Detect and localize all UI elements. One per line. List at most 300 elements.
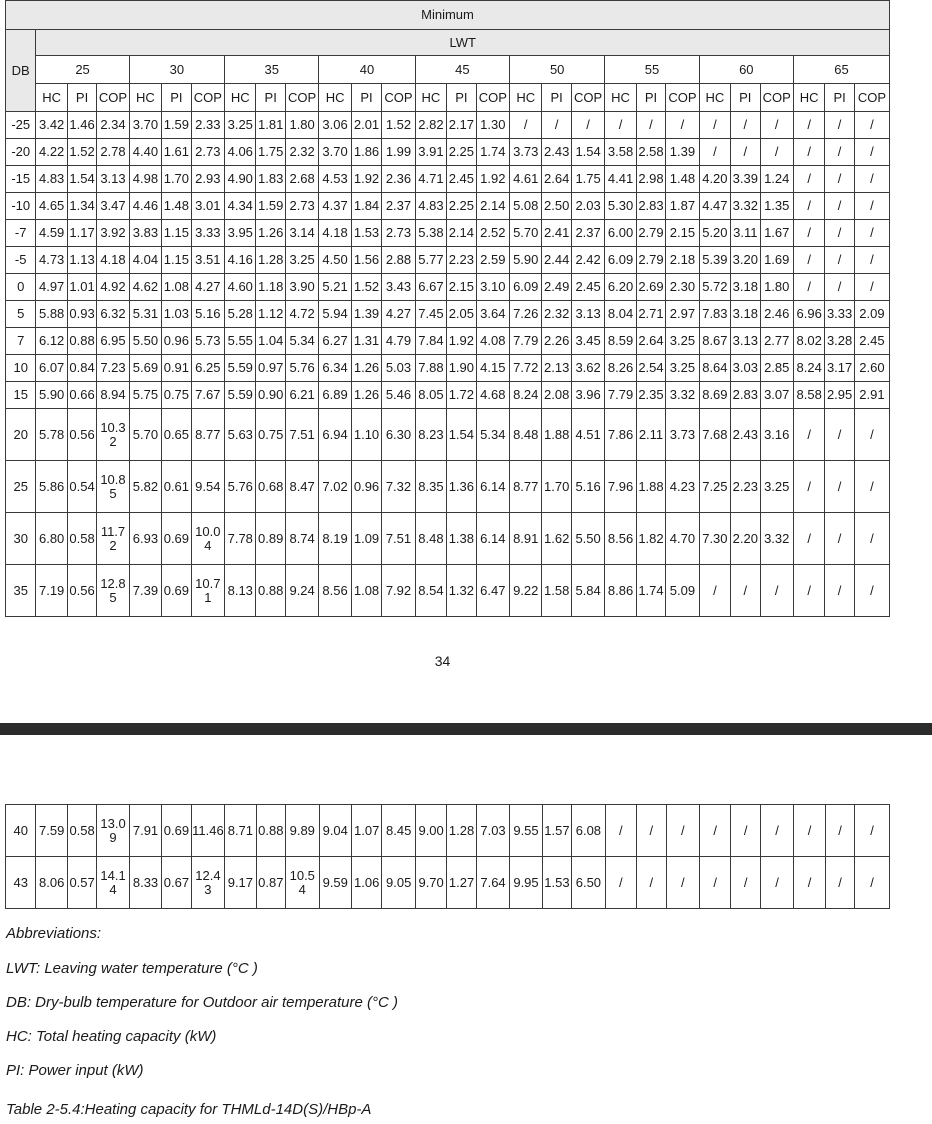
- table-row: [6, 328, 890, 355]
- table-cell: 2.79: [636, 247, 665, 274]
- table-row: [6, 274, 890, 301]
- table-cell: 1.04: [256, 328, 285, 355]
- table-cell: /: [793, 461, 824, 513]
- metric-column-header: HC: [793, 84, 824, 112]
- table-cell: 0.66: [67, 382, 96, 409]
- table-cell: 1.18: [256, 274, 285, 301]
- table-cell: 7.30: [699, 513, 730, 565]
- table-cell: 1.54: [67, 166, 96, 193]
- table-cell: 1.59: [162, 112, 191, 139]
- table-cell: 2.98: [636, 166, 665, 193]
- table-cell: 4.62: [129, 274, 161, 301]
- table-cell: 4.50: [319, 247, 351, 274]
- table-cell: 7.23: [97, 355, 129, 382]
- table-cell: 6.07: [36, 355, 67, 382]
- table-cell: 9.54: [191, 461, 224, 513]
- table-cell: 8.13: [225, 565, 256, 617]
- table-cell: 7.19: [36, 565, 67, 617]
- table-cell: /: [793, 565, 824, 617]
- table-cell: 7.02: [319, 461, 351, 513]
- table-cell: /: [854, 461, 889, 513]
- table-cell: 1.70: [542, 461, 571, 513]
- table-row: [6, 409, 890, 461]
- table-row: [6, 166, 890, 193]
- table-cell: 1.99: [382, 139, 415, 166]
- table-cell: 7.88: [415, 355, 446, 382]
- table-cell: 3.58: [605, 139, 636, 166]
- table-cell: 3.11: [731, 220, 760, 247]
- page-bottom: [0, 735, 932, 1124]
- table-cell: 6.14: [476, 461, 509, 513]
- table-cell: 5.21: [319, 274, 351, 301]
- table-cell: /: [699, 139, 730, 166]
- table-cell: 8.59: [605, 328, 636, 355]
- table-cell: 6.09: [605, 247, 636, 274]
- table-cell: 1.59: [256, 193, 285, 220]
- table-cell: 0.68: [256, 461, 285, 513]
- table-cell: 2.77: [760, 328, 793, 355]
- table-cell: 3.25: [225, 112, 256, 139]
- table-cell: 8.48: [415, 513, 446, 565]
- table-cell: 5.16: [191, 301, 224, 328]
- table-cell: 2.73: [382, 220, 415, 247]
- metric-column-header: COP: [382, 84, 415, 112]
- table-cell: 1.75: [571, 166, 604, 193]
- table-caption: Table 2-5.4:Heating capacity for THMLd-14D(S)/HBp-A: [6, 1101, 372, 1118]
- table-cell: 3.83: [129, 220, 161, 247]
- lwt-column-header: 40: [319, 56, 415, 84]
- table-cell: 14.14: [97, 857, 129, 909]
- table-cell: 1.26: [256, 220, 285, 247]
- table-cell: 3.07: [760, 382, 793, 409]
- table-cell: 2.88: [382, 247, 415, 274]
- table-cell: 1.92: [351, 166, 381, 193]
- table-cell: 0.88: [256, 805, 285, 857]
- table-cell: 1.61: [162, 139, 191, 166]
- table-cell: 1.86: [351, 139, 381, 166]
- table-cell: 4.15: [476, 355, 509, 382]
- table-cell: 4.60: [225, 274, 256, 301]
- table-cell: 3.33: [191, 220, 224, 247]
- table-cell: 1.27: [447, 857, 476, 909]
- table-cell: 3.13: [97, 166, 129, 193]
- table-cell: 4.51: [571, 409, 604, 461]
- db-value: -7: [6, 220, 36, 247]
- metric-column-header: COP: [571, 84, 604, 112]
- db-value: 5: [6, 301, 36, 328]
- table-cell: /: [793, 139, 824, 166]
- heating-capacity-table: [5, 0, 890, 617]
- table-cell: 1.69: [760, 247, 793, 274]
- db-value: 0: [6, 274, 36, 301]
- table-cell: 11.72: [97, 513, 129, 565]
- table-cell: 0.87: [256, 857, 285, 909]
- table-cell: 8.45: [382, 805, 415, 857]
- table-cell: 4.72: [285, 301, 318, 328]
- table-cell: 0.93: [67, 301, 96, 328]
- table-cell: 2.33: [191, 112, 224, 139]
- table-cell: 3.25: [666, 355, 699, 382]
- table-cell: /: [731, 139, 760, 166]
- table-cell: 2.68: [285, 166, 318, 193]
- table-row: [6, 461, 890, 513]
- lwt-column-header: 45: [415, 56, 509, 84]
- table-cell: 3.17: [825, 355, 854, 382]
- table-cell: 2.83: [731, 382, 760, 409]
- table-cell: 4.34: [225, 193, 256, 220]
- table-cell: 6.09: [510, 274, 542, 301]
- table-cell: /: [854, 409, 889, 461]
- table-cell: 8.33: [129, 857, 161, 909]
- table-cell: 1.39: [351, 301, 381, 328]
- table-cell: 2.82: [415, 112, 446, 139]
- table-cell: /: [854, 193, 889, 220]
- table-cell: 8.77: [510, 461, 542, 513]
- table-cell: 2.08: [542, 382, 571, 409]
- table-cell: 8.67: [699, 328, 730, 355]
- table-cell: 8.71: [225, 805, 256, 857]
- table-cell: 0.69: [162, 565, 191, 617]
- table-cell: /: [793, 247, 824, 274]
- table-cell: 8.54: [415, 565, 446, 617]
- table-cell: 7.45: [415, 301, 446, 328]
- metric-column-header: PI: [67, 84, 96, 112]
- table-row: [6, 355, 890, 382]
- table-cell: 10.71: [191, 565, 224, 617]
- table-cell: 5.34: [285, 328, 318, 355]
- table-cell: 1.57: [542, 805, 571, 857]
- table-cell: 1.80: [285, 112, 318, 139]
- table-cell: 0.69: [162, 805, 191, 857]
- table-cell: /: [699, 112, 730, 139]
- note-hc: HC: Total heating capacity (kW): [6, 1028, 217, 1045]
- table-cell: 2.93: [191, 166, 224, 193]
- metric-column-header: PI: [731, 84, 760, 112]
- table-cell: 6.95: [97, 328, 129, 355]
- table-cell: 5.86: [36, 461, 67, 513]
- page-separator: [0, 723, 932, 735]
- table-cell: 1.32: [447, 565, 476, 617]
- table-row: [6, 139, 890, 166]
- table-cell: 2.32: [542, 301, 571, 328]
- table-cell: 2.30: [666, 274, 699, 301]
- table-cell: 5.77: [415, 247, 446, 274]
- table-cell: 4.46: [129, 193, 161, 220]
- table-cell: 1.38: [447, 513, 476, 565]
- metric-column-header: COP: [476, 84, 509, 112]
- table-cell: 8.24: [793, 355, 824, 382]
- db-value: 35: [6, 565, 36, 617]
- table-row: [6, 112, 890, 139]
- table-cell: 1.24: [760, 166, 793, 193]
- table-cell: /: [637, 857, 666, 909]
- table-cell: 3.18: [731, 301, 760, 328]
- table-cell: /: [825, 565, 854, 617]
- table-cell: 1.10: [351, 409, 381, 461]
- metric-column-header: PI: [256, 84, 285, 112]
- metric-column-header: HC: [129, 84, 161, 112]
- table-cell: 8.35: [415, 461, 446, 513]
- db-value: -20: [6, 139, 36, 166]
- table-cell: 7.78: [225, 513, 256, 565]
- table-cell: /: [794, 857, 825, 909]
- table-cell: /: [825, 409, 854, 461]
- note-pi: PI: Power input (kW): [6, 1062, 144, 1079]
- table-cell: 7.67: [191, 382, 224, 409]
- table-cell: /: [760, 805, 793, 857]
- table-cell: 6.80: [36, 513, 67, 565]
- table-cell: 2.05: [447, 301, 476, 328]
- table-cell: 1.52: [351, 274, 381, 301]
- table-cell: 1.26: [351, 355, 381, 382]
- table-cell: 4.40: [129, 139, 161, 166]
- table-cell: 5.76: [285, 355, 318, 382]
- lwt-column-header: 25: [36, 56, 129, 84]
- table-cell: 2.20: [731, 513, 760, 565]
- table-cell: 1.52: [382, 112, 415, 139]
- table-cell: 3.62: [571, 355, 604, 382]
- table-cell: 7.59: [36, 805, 67, 857]
- table-cell: 5.88: [36, 301, 67, 328]
- table-cell: 7.03: [476, 805, 509, 857]
- table-cell: 1.07: [351, 805, 381, 857]
- table-cell: 1.13: [67, 247, 96, 274]
- table-cell: /: [854, 139, 889, 166]
- table-cell: 9.05: [382, 857, 415, 909]
- table-cell: 1.03: [162, 301, 191, 328]
- table-cell: 3.25: [285, 247, 318, 274]
- table-cell: 3.14: [285, 220, 318, 247]
- table-cell: 1.01: [67, 274, 96, 301]
- table-cell: 7.32: [382, 461, 415, 513]
- table-cell: 7.91: [129, 805, 161, 857]
- table-cell: 9.24: [285, 565, 318, 617]
- table-cell: 5.38: [415, 220, 446, 247]
- table-cell: /: [854, 166, 889, 193]
- table-cell: 2.54: [636, 355, 665, 382]
- table-cell: 1.67: [760, 220, 793, 247]
- table-cell: 5.69: [129, 355, 161, 382]
- table-row: [6, 513, 890, 565]
- table-cell: 8.86: [605, 565, 636, 617]
- table-cell: 4.37: [319, 193, 351, 220]
- table-cell: 7.25: [699, 461, 730, 513]
- table-cell: 5.63: [225, 409, 256, 461]
- table-cell: 2.73: [191, 139, 224, 166]
- table-cell: /: [793, 513, 824, 565]
- table-cell: 4.97: [36, 274, 67, 301]
- table-cell: 1.31: [351, 328, 381, 355]
- table-cell: 2.42: [571, 247, 604, 274]
- table-cell: 9.59: [319, 857, 351, 909]
- lwt-column-header: 35: [225, 56, 319, 84]
- db-value: 30: [6, 513, 36, 565]
- table-cell: 5.50: [129, 328, 161, 355]
- heating-capacity-table-continued: [5, 804, 890, 909]
- table-cell: 3.45: [571, 328, 604, 355]
- table-cell: 4.68: [476, 382, 509, 409]
- table-cell: /: [825, 274, 854, 301]
- table-cell: 2.32: [285, 139, 318, 166]
- table-cell: /: [825, 461, 854, 513]
- metric-column-header: HC: [605, 84, 636, 112]
- table-cell: 3.01: [191, 193, 224, 220]
- table-cell: 0.56: [67, 565, 96, 617]
- table-cell: 2.25: [447, 139, 476, 166]
- table-cell: /: [825, 220, 854, 247]
- metric-column-header: HC: [510, 84, 542, 112]
- table-cell: 6.32: [97, 301, 129, 328]
- db-value: 7: [6, 328, 36, 355]
- table-cell: 8.56: [319, 565, 351, 617]
- table-cell: 2.60: [854, 355, 889, 382]
- table-cell: 1.15: [162, 247, 191, 274]
- table-cell: 13.09: [97, 805, 129, 857]
- table-cell: 2.37: [571, 220, 604, 247]
- table-cell: 8.56: [605, 513, 636, 565]
- table-cell: 6.93: [129, 513, 161, 565]
- page-number: 34: [434, 653, 451, 669]
- table-cell: 3.10: [476, 274, 509, 301]
- table-cell: 1.34: [67, 193, 96, 220]
- table-cell: 3.13: [571, 301, 604, 328]
- table-cell: 5.70: [129, 409, 161, 461]
- table-cell: 3.03: [731, 355, 760, 382]
- table-cell: /: [760, 139, 793, 166]
- table-cell: 1.90: [447, 355, 476, 382]
- table-cell: 2.78: [97, 139, 129, 166]
- metric-column-header: COP: [97, 84, 129, 112]
- metric-column-header: HC: [36, 84, 67, 112]
- table-cell: 1.39: [666, 139, 699, 166]
- table-cell: 7.26: [510, 301, 542, 328]
- table-cell: 8.26: [605, 355, 636, 382]
- table-cell: 0.96: [162, 328, 191, 355]
- table-cell: 2.46: [760, 301, 793, 328]
- table-cell: 7.64: [476, 857, 509, 909]
- table-cell: 8.23: [415, 409, 446, 461]
- table-cell: 1.08: [162, 274, 191, 301]
- table-cell: 2.11: [636, 409, 665, 461]
- table-cell: 2.91: [854, 382, 889, 409]
- table-cell: 1.36: [447, 461, 476, 513]
- table-row: [6, 805, 890, 857]
- table-cell: /: [854, 247, 889, 274]
- table-cell: 1.72: [447, 382, 476, 409]
- abbreviations-heading: Abbreviations:: [6, 925, 102, 942]
- table-cell: 3.91: [415, 139, 446, 166]
- table-cell: 4.59: [36, 220, 67, 247]
- table-cell: 2.15: [666, 220, 699, 247]
- table-cell: /: [825, 193, 854, 220]
- table-cell: 5.75: [129, 382, 161, 409]
- table-cell: 3.47: [97, 193, 129, 220]
- table-cell: 3.20: [731, 247, 760, 274]
- table-cell: 5.84: [571, 565, 604, 617]
- table-cell: 6.08: [572, 805, 605, 857]
- table-cell: 4.23: [666, 461, 699, 513]
- table-cell: 5.09: [666, 565, 699, 617]
- table-cell: 1.92: [476, 166, 509, 193]
- table-cell: 5.70: [510, 220, 542, 247]
- table-cell: 5.72: [699, 274, 730, 301]
- table-cell: /: [825, 166, 854, 193]
- metric-column-header: PI: [351, 84, 381, 112]
- table-cell: 2.23: [447, 247, 476, 274]
- table-cell: 0.58: [67, 513, 96, 565]
- table-cell: 2.69: [636, 274, 665, 301]
- table-cell: 2.64: [636, 328, 665, 355]
- table-cell: 2.13: [542, 355, 571, 382]
- table-cell: 5.16: [571, 461, 604, 513]
- lwt-column-header: 55: [605, 56, 699, 84]
- table-cell: /: [731, 805, 760, 857]
- table-cell: 0.91: [162, 355, 191, 382]
- table-cell: 1.92: [447, 328, 476, 355]
- table-cell: 3.33: [825, 301, 854, 328]
- table-cell: 6.96: [793, 301, 824, 328]
- table-cell: 2.97: [666, 301, 699, 328]
- table-cell: 2.45: [854, 328, 889, 355]
- table-cell: 5.82: [129, 461, 161, 513]
- table-cell: 1.28: [447, 805, 476, 857]
- table-cell: 4.20: [699, 166, 730, 193]
- metric-column-header: COP: [285, 84, 318, 112]
- table-cell: 4.18: [97, 247, 129, 274]
- table-cell: 3.32: [666, 382, 699, 409]
- table-cell: 1.75: [256, 139, 285, 166]
- table-cell: 5.76: [225, 461, 256, 513]
- db-value: 25: [6, 461, 36, 513]
- metric-column-header: COP: [191, 84, 224, 112]
- table-cell: /: [637, 805, 666, 857]
- table-cell: /: [854, 220, 889, 247]
- table-cell: /: [825, 857, 854, 909]
- table-cell: 3.73: [510, 139, 542, 166]
- db-value: 43: [6, 857, 36, 909]
- table-cell: 3.90: [285, 274, 318, 301]
- lwt-column-header: 65: [793, 56, 889, 84]
- table-cell: 9.00: [415, 805, 446, 857]
- table-cell: 6.50: [572, 857, 605, 909]
- table-cell: 4.98: [129, 166, 161, 193]
- table-cell: 1.53: [542, 857, 571, 909]
- table-cell: 7.51: [285, 409, 318, 461]
- table-cell: 6.67: [415, 274, 446, 301]
- table-cell: 4.61: [510, 166, 542, 193]
- db-value: 10: [6, 355, 36, 382]
- metric-column-header: HC: [225, 84, 256, 112]
- table-cell: 4.47: [699, 193, 730, 220]
- table-cell: 3.39: [731, 166, 760, 193]
- table-title: Minimum: [6, 1, 890, 30]
- table-cell: 1.09: [351, 513, 381, 565]
- table-cell: 3.25: [666, 328, 699, 355]
- table-cell: 10.32: [97, 409, 129, 461]
- table-cell: /: [760, 565, 793, 617]
- table-cell: /: [666, 857, 699, 909]
- table-cell: 5.31: [129, 301, 161, 328]
- table-cell: 2.14: [476, 193, 509, 220]
- table-cell: 1.52: [67, 139, 96, 166]
- table-cell: 6.89: [319, 382, 351, 409]
- table-cell: 7.79: [510, 328, 542, 355]
- table-cell: 1.53: [351, 220, 381, 247]
- table-cell: 2.50: [542, 193, 571, 220]
- table-cell: 4.71: [415, 166, 446, 193]
- table-cell: 8.04: [605, 301, 636, 328]
- table-cell: 5.28: [225, 301, 256, 328]
